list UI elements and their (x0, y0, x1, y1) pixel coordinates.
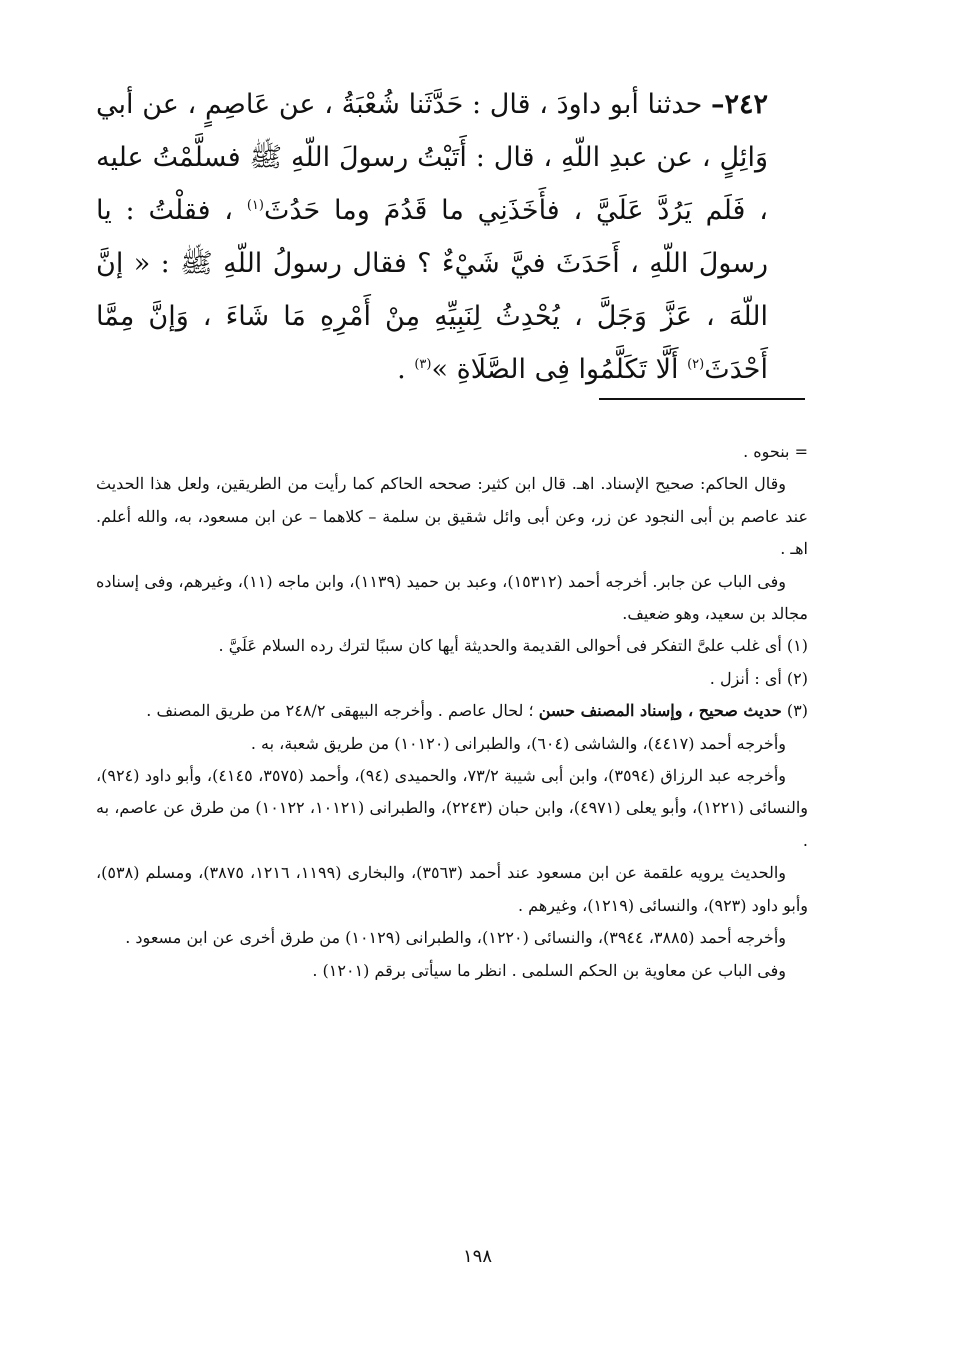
footnote-3-paragraph-6: وفى الباب عن معاوية بن الحكم السلمى . انظر ما سيأتى برقم (١٢٠١) . (312, 960, 786, 980)
footnote-3-paragraph-5: وأخرجه أحمد (٣٨٨٥، ٣٩٤٤)، والنسائى (١٢٢٠)، والطبرانى (١٠١٢٩) من طرق أخرى عن ابن مسعود . (125, 928, 786, 948)
hadith-text-part-4: . (397, 354, 406, 385)
footnote-2: (٢) أى : أنزل . (709, 668, 808, 688)
hadith-number: ٢٤٢– (710, 89, 768, 120)
hadith-text-part-1: حدثنا أبو داودَ ، قال : حَدَّثَنا شُعْبَةُ ، عن عَاصِمٍ ، عن أبي وَائِلٍ ، عن عبدِ اللّهِ ، قال : أَتَيْتُ رسولَ اللّهِ ﷺ فسلَّمْتُ عليه ، فَلَم يَرُدَّ عَلَيَّ ، فأَخَذَنِي ما قَدُمَ وما حَدُثَ (96, 89, 768, 226)
footnote-3-grading: حديث صحيح ، وإسناد المصنف حسن (538, 701, 782, 721)
footnote-3-text: ؛ لحال عاصم . وأخرجه البيهقى ٢٤٨/٢ من طريق المصنف . (146, 701, 534, 721)
footnote-ref-1: (١) (246, 198, 264, 213)
footnote-3-paragraph-2: وأخرجه أحمد (٤٤١٧)، والشاشى (٦٠٤)، والطبرانى (١٠١٢٠) من طريق شعبة، به . (250, 733, 786, 753)
footnote-continuation-2: وقال الحاكم: صحيح الإسناد. اهـ. قال ابن كثير: صححه الحاكم كما رأيت من الطريقين، ولعل هذا الحديث عند عاصم بن أبى النجود عن زر، وعن أبى وائل شقيق بن سلمة – كلاهما – عن ابن مسعود، به، والله أعلم. اهـ . (96, 474, 808, 559)
footnote-separator (599, 398, 805, 400)
hadith-text-part-3: أَلَّا تَكَلَّمُوا فِى الصَّلَاةِ » (431, 354, 679, 385)
footnote-3-paragraph-3: وأخرجه عبد الرزاق (٣٥٩٤)، وابن أبى شيبة ٧٣/٢، والحميدى (٩٤)، وأحمد (٣٥٧٥، ٤١٤٥)، وأبو داود (٩٢٤)، والنسائى (١٢٢١)، وأبو يعلى (٤٩٧١)، وابن حبان (٢٢٤٣)، والطبرانى (١٠١٢١، ١٠١٢٢) من طرق عن عاصم، به . (96, 766, 809, 850)
hadith-text-part-2: ، فقلْتُ : يا رسولَ اللّهِ ، أَحَدَثَ فيَّ شَيْءٌ ؟ فقال رسولُ اللّهِ ﷺ : « إنَّ اللّهَ ، عَزَّ وَجَلَّ ، يُحْدِثُ لِنَبِيِّهِ مِنْ أَمْرِهِ مَا شَاءَ ، وَإنَّ مِمَّا أَحْدَثَ (96, 195, 768, 385)
footnote-continuation-3: وفى الباب عن جابر. أخرجه أحمد (١٥٣١٢)، وعبد بن حميد (١١٣٩)، وابن ماجه (١١)، وغيرهم، وفى إسناده مجالد بن سعيد، وهو ضعيف. (96, 571, 808, 624)
footnote-ref-2: (٢) (687, 357, 705, 372)
footnote-3 (96, 695, 808, 727)
footnote-continuation-1: = بنحوه . (743, 442, 808, 461)
hadith-text (96, 78, 768, 396)
page-number: ١٩٨ (462, 1246, 492, 1267)
footnote-ref-3: (٣) (414, 357, 432, 372)
footnote-3-paragraph-4: والحديث يرويه علقمة عن ابن مسعود عند أحمد (٣٥٦٣)، والبخارى (١١٩٩، ١٢١٦، ٣٨٧٥)، ومسلم (٥٣٨)، وأبو داود (٩٢٣)، والنسائى (١٢١٩)، وغيرهم . (96, 863, 808, 915)
footnotes (96, 436, 808, 987)
footnote-3-label: (٣) (786, 701, 808, 721)
footnote-1: (١) أى غلب علىَّ التفكر فى أحوالى القديمة والحديثة أيها كان سببًا لترك رده السلام عَلَيَّ . (218, 636, 808, 656)
